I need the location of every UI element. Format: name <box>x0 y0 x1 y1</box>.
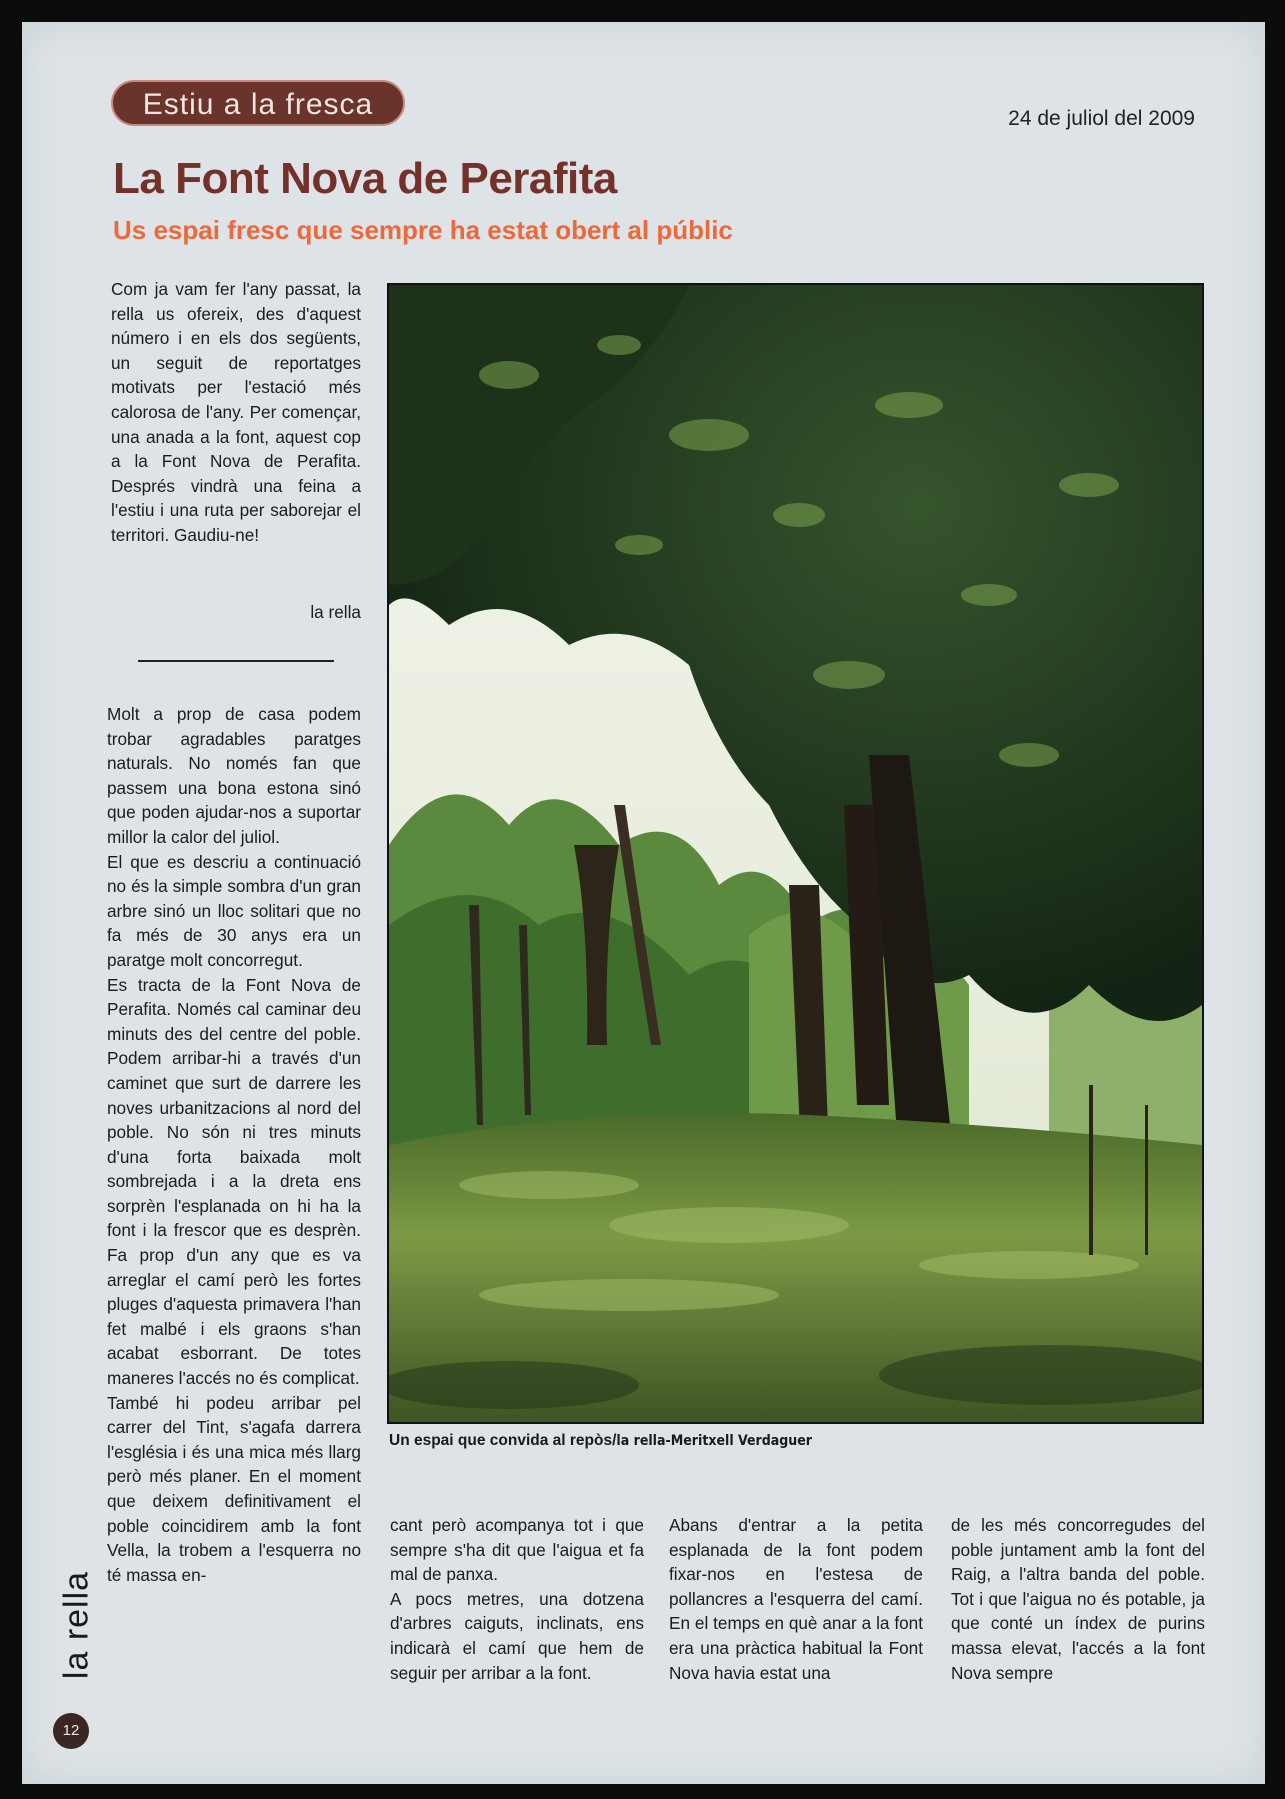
photo-caption <box>389 1432 812 1450</box>
paragraph: Es tracta de la Font Nova de Perafita. Només cal caminar deu minuts des del centre del poble. Podem arribar-hi a través d'un caminet que surt de darrere les noves urbanitzacions al nord del poble. No són ni tres minuts d'una forta baixada molt sombrejada i a la dreta ens sorprèn l'esplanada on hi ha la font i la frescor que es desprèn. Fa prop d'un any que es va arreglar el camí però les fortes pluges d'aquesta primavera l'han fet malbé i els graons s'han acabat esborrant. De totes maneres l'accés no és complicat. <box>107 974 361 1389</box>
article-column-1 <box>107 702 361 1587</box>
subheadline: Us espai fresc que sempre ha estat obert al públic <box>113 215 733 245</box>
paragraph: També hi podeu arribar pel carrer del Tint, s'agafa darrera l'església i és una mica més llarg però més planer. En el moment que deixem definitivament el poble coincidirem amb la font Vella, la trobem a l'esquerra no té massa en- <box>107 1392 361 1585</box>
article-column-3 <box>669 1513 923 1685</box>
issue-date: 24 de juliol del 2009 <box>1008 107 1195 130</box>
paragraph: A pocs metres, una dotzena d'arbres caiguts, inclinats, ens indicarà el camí que hem de seguir per arribar a la font. <box>390 1588 644 1683</box>
headline: La Font Nova de Perafita <box>113 154 617 203</box>
paragraph: de les més concorregudes del poble juntament amb la font del Raig, a l'altra banda del poble. Tot i que l'aigua no és potable, ja que conté un índex de purins massa elevat, l'accés a la font Nova sempre <box>951 1515 1205 1683</box>
article-column-2 <box>390 1513 644 1685</box>
publication-brand <box>52 1550 102 1700</box>
paragraph: cant però acompanya tot i que sempre s'ha dit que l'aigua et fa mal de panxa. <box>390 1515 644 1585</box>
intro-text: Com ja vam fer l'any passat, la rella us ofereix, des d'aquest número i en els dos següents, un seguit de reportatges motivats per l'estació més calorosa de l'any. Per començar, una anada a la font, aquest cop a la Font Nova de Perafita. Després vindrà una feina a l'estiu i una ruta per saborejar el territori. Gaudiu-ne! <box>111 279 361 545</box>
intro-signature: la rella <box>310 602 361 622</box>
caption-text: Un espai que convida al repòs/ <box>389 1432 617 1449</box>
forest-photo <box>387 283 1204 1424</box>
intro-box <box>111 277 361 548</box>
paragraph: Molt a prop de casa podem trobar agradables paratges naturals. No només fan que passem una bona estona sinó que poden ajudar-nos a suportar millor la calor del juliol. <box>107 704 361 847</box>
page-number: 12 <box>53 1713 89 1749</box>
forest-photo-illustration <box>389 285 1202 1422</box>
photo-credit: la rella-Meritxell Verdaguer <box>616 1433 813 1449</box>
article-column-4 <box>951 1513 1205 1685</box>
paragraph: El que es descriu a continuació no és la simple sombra d'un gran arbre sinó un lloc solitari que no fa més de 30 anys era un paratge molt concorregut. <box>107 851 361 970</box>
section-label: Estiu a la fresca <box>111 80 405 126</box>
paragraph: Abans d'entrar a la petita esplanada de la font podem fixar-nos en l'estesa de pollancres a l'esquerra del camí. En el temps en què anar a la font era una pràctica habitual la Font Nova havia estat una <box>669 1515 923 1683</box>
divider-rule <box>138 660 334 662</box>
brand-text: la rella <box>57 1570 96 1680</box>
